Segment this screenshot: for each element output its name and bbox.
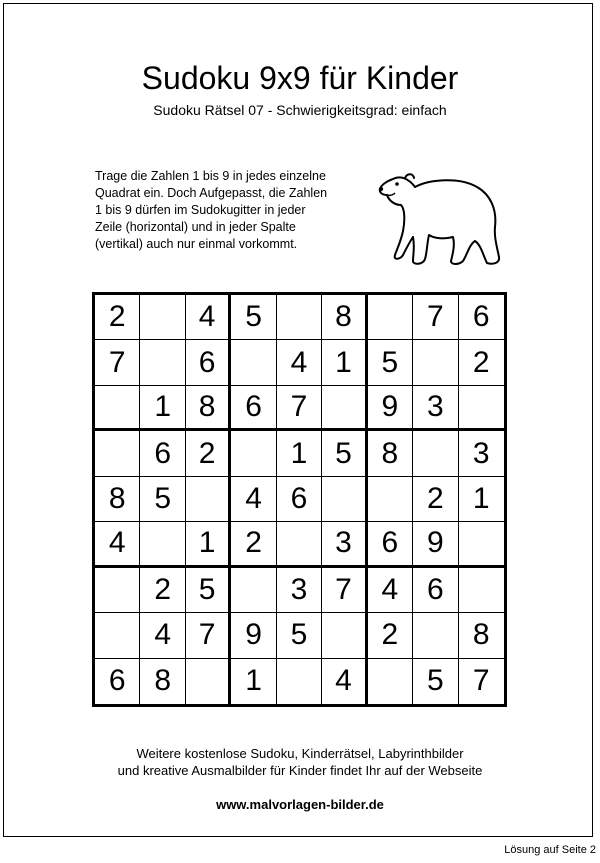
sudoku-empty-cell[interactable]: [459, 568, 504, 613]
sudoku-given-cell: 4: [95, 522, 140, 567]
sudoku-given-cell: 2: [231, 522, 276, 567]
sudoku-given-cell: 8: [368, 431, 413, 476]
sudoku-given-cell: 2: [95, 295, 140, 340]
sudoku-given-cell: 1: [459, 477, 504, 522]
footer-text: [0, 745, 600, 779]
sudoku-empty-cell[interactable]: [459, 522, 504, 567]
sudoku-given-cell: 5: [322, 431, 367, 476]
sudoku-given-cell: 8: [322, 295, 367, 340]
sudoku-given-cell: 2: [368, 613, 413, 658]
instructions-line: (vertikal) auch nur einmal vorkommt.: [95, 237, 298, 251]
sudoku-given-cell: 6: [140, 431, 185, 476]
sudoku-given-cell: 3: [322, 522, 367, 567]
sudoku-given-cell: 1: [140, 386, 185, 431]
sudoku-given-cell: 3: [413, 386, 458, 431]
sudoku-given-cell: 7: [95, 340, 140, 385]
sudoku-given-cell: 1: [277, 431, 322, 476]
sudoku-given-cell: 4: [186, 295, 231, 340]
sudoku-given-cell: 6: [186, 340, 231, 385]
sudoku-empty-cell[interactable]: [231, 568, 276, 613]
sudoku-empty-cell[interactable]: [459, 386, 504, 431]
sudoku-empty-cell[interactable]: [95, 431, 140, 476]
sudoku-given-cell: 7: [186, 613, 231, 658]
sudoku-empty-cell[interactable]: [322, 386, 367, 431]
polar-bear-illustration: [375, 165, 505, 270]
sudoku-given-cell: 7: [472, 664, 490, 698]
sudoku-empty-cell[interactable]: [413, 613, 458, 658]
sudoku-given-cell: 8: [140, 659, 185, 704]
sudoku-given-cell: 5: [368, 340, 413, 385]
page-title: Sudoku 9x9 für Kinder: [141, 60, 459, 96]
sudoku-given-cell: 9: [368, 386, 413, 431]
sudoku-given-cell: 6: [413, 568, 458, 613]
sudoku-given-cell: 5: [186, 568, 231, 613]
sudoku-given-cell: 2: [459, 340, 504, 385]
sudoku-given-cell: 6: [459, 295, 504, 340]
sudoku-given-cell: 4: [368, 568, 413, 613]
sudoku-given-cell: 5: [231, 295, 276, 340]
sudoku-empty-cell[interactable]: [277, 659, 322, 704]
sudoku-empty-cell[interactable]: [368, 659, 413, 704]
sudoku-empty-cell[interactable]: [322, 477, 367, 522]
sudoku-given-cell: 8: [459, 613, 504, 658]
sudoku-given-cell: 3: [459, 431, 504, 476]
sudoku-empty-cell[interactable]: [413, 340, 458, 385]
website-link[interactable]: www.malvorlagen-bilder.de: [216, 797, 384, 812]
sudoku-given-cell: 1: [322, 340, 367, 385]
sudoku-empty-cell[interactable]: [186, 477, 231, 522]
sudoku-given-cell: 6: [231, 386, 276, 431]
sudoku-empty-cell[interactable]: [231, 431, 276, 476]
sudoku-given-cell: 2: [413, 477, 458, 522]
footer-line: und kreative Ausmalbilder für Kinder findet Ihr auf der Webseite: [117, 763, 483, 778]
footer-line: Weitere kostenlose Sudoku, Kinderrätsel, Labyrinthbilder: [136, 746, 464, 761]
sudoku-empty-cell[interactable]: [368, 477, 413, 522]
instructions-line: Quadrat ein. Doch Aufgepasst, die Zahlen: [95, 186, 328, 200]
sudoku-given-cell: 6: [95, 659, 140, 704]
instructions-line: Trage die Zahlen 1 bis 9 in jedes einzelne: [95, 169, 326, 183]
sudoku-given-cell: 1: [186, 522, 231, 567]
sudoku-given-cell: 8: [95, 477, 140, 522]
instructions-line: 1 bis 9 dürfen im Sudokugitter in jeder: [95, 203, 306, 217]
sudoku-given-cell: 9: [231, 613, 276, 658]
sudoku-given-cell: 9: [413, 522, 458, 567]
sudoku-empty-cell[interactable]: [413, 431, 458, 476]
sudoku-given-cell: 4: [322, 659, 367, 704]
sudoku-empty-cell[interactable]: [140, 522, 185, 567]
instructions-line: Zeile (horizontal) und in jeder Spalte: [95, 220, 296, 234]
sudoku-given-cell: 7: [277, 386, 322, 431]
sudoku-given-cell: 5: [413, 659, 458, 704]
sudoku-empty-cell[interactable]: [231, 340, 276, 385]
page-subtitle: Sudoku Rätsel 07 - Schwierigkeitsgrad: einfach: [153, 102, 447, 118]
sudoku-empty-cell[interactable]: [95, 613, 140, 658]
sudoku-given-cell: 4: [231, 477, 276, 522]
sudoku-empty-cell[interactable]: [140, 295, 185, 340]
instructions-text: [95, 168, 385, 253]
sudoku-given-cell: 7: [322, 568, 367, 613]
sudoku-given-cell: 1: [231, 659, 276, 704]
sudoku-given-cell: 4: [140, 613, 185, 658]
sudoku-empty-cell[interactable]: [140, 340, 185, 385]
sudoku-given-cell: 3: [277, 568, 322, 613]
sudoku-given-cell: 8: [186, 386, 231, 431]
sudoku-empty-cell[interactable]: [186, 659, 231, 704]
sudoku-given-cell: 4: [277, 340, 322, 385]
sudoku-empty-cell[interactable]: [277, 295, 322, 340]
sudoku-empty-cell[interactable]: [322, 613, 367, 658]
sudoku-given-cell: 7: [413, 295, 458, 340]
sudoku-empty-cell[interactable]: [95, 568, 140, 613]
sudoku-given-cell: 2: [186, 431, 231, 476]
sudoku-given-cell: 6: [368, 522, 413, 567]
sudoku-given-cell: 6: [277, 477, 322, 522]
sudoku-empty-cell[interactable]: [95, 386, 140, 431]
sudoku-empty-cell[interactable]: [277, 522, 322, 567]
sudoku-given-cell: 5: [277, 613, 322, 658]
sudoku-grid: [92, 292, 507, 707]
sudoku-empty-cell[interactable]: [368, 295, 413, 340]
sudoku-given-cell: 5: [140, 477, 185, 522]
solution-note: Lösung auf Seite 2: [504, 844, 596, 856]
sudoku-given-cell: 2: [140, 568, 185, 613]
